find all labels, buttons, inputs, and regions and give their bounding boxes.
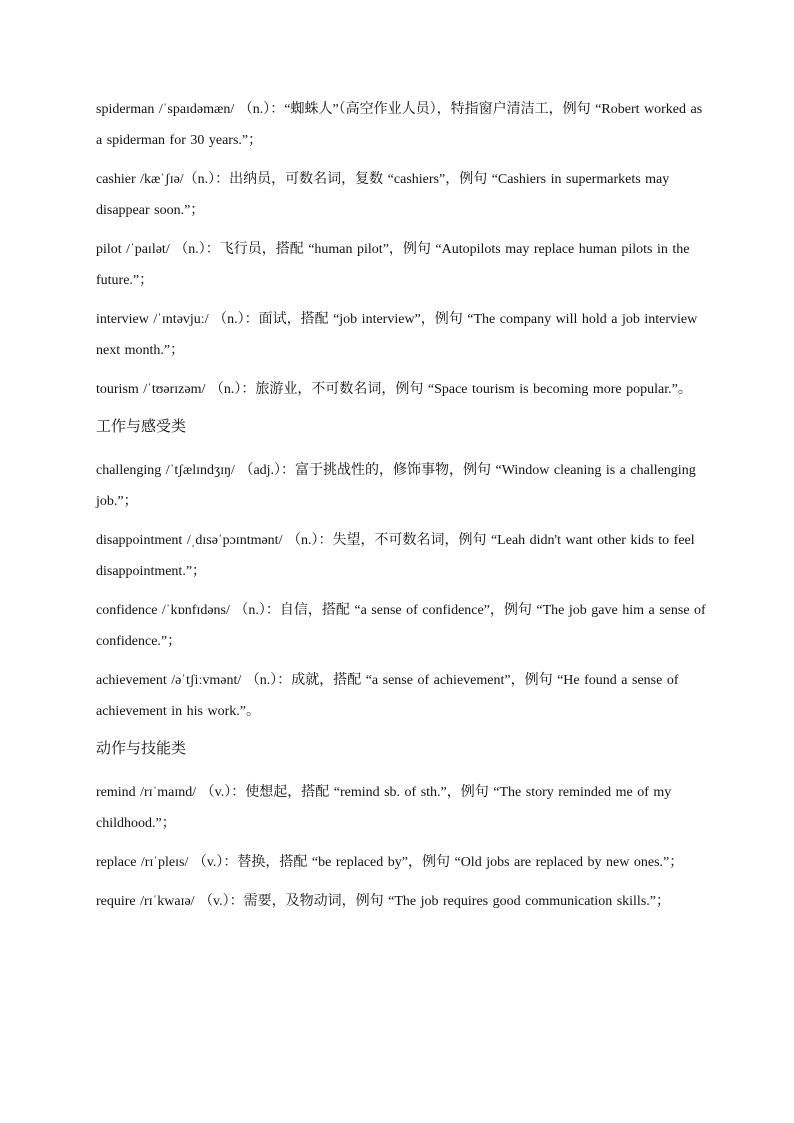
vocab-entry-disappointment: disappointment /ˌdɪsəˈpɔɪntmənt/ （n.）：失望，不可数名词，例句 “Leah didn't want other kids to feel disappointment.”；	[96, 533, 695, 579]
vocab-entry-pilot: pilot /ˈpaɪlət/ （n.）：飞行员，搭配 “human pilot”，例句 “Autopilots may replace human pilots in the future.”；	[96, 242, 690, 288]
vocab-entry-require: require /rɪˈkwaɪə/ （v.）：需要，及物动词，例句 “The job requires good communication skills.”；	[96, 894, 670, 909]
vocab-entry-challenging: challenging /ˈtʃælɪndʒɪŋ/ （adj.）：富于挑战性的，修饰事物，例句 “Window cleaning is a challenging job.”；	[96, 463, 696, 509]
vocab-entry-spiderman: spiderman /ˈspaɪdəmæn/ （n.）：“蜘蛛人”（高空作业人员），特指窗户清洁工，例句 “Robert worked as a spiderman for 30 years.”；	[96, 102, 703, 148]
section-heading-work-feelings: 工作与感受类	[96, 417, 187, 435]
section-heading-actions-skills: 动作与技能类	[96, 739, 187, 757]
vocab-entry-cashier: cashier /kæˈʃɪə/（n.）：出纳员，可数名词，复数 “cashiers”，例句 “Cashiers in supermarkets may disappear soon.”；	[96, 172, 670, 218]
document-page	[96, 94, 706, 925]
vocab-entry-achievement: achievement /əˈtʃiːvmənt/ （n.）：成就，搭配 “a sense of achievement”，例句 “He found a sense of achievement in his work.”。	[96, 673, 679, 719]
vocab-entry-replace: replace /rɪˈpleɪs/ （v.）：替换，搭配 “be replaced by”，例句 “Old jobs are replaced by new ones.”；	[96, 855, 684, 870]
vocab-entry-remind: remind /rɪˈmaɪnd/ （v.）：使想起，搭配 “remind sb. of sth.”，例句 “The story reminded me of my childhood.”；	[96, 785, 672, 831]
vocab-entry-tourism: tourism /ˈtʊərɪzəm/ （n.）：旅游业，不可数名词，例句 “Space tourism is becoming more popular.”。	[96, 382, 692, 397]
vocab-entry-confidence: confidence /ˈkɒnfɪdəns/ （n.）：自信，搭配 “a sense of confidence”，例句 “The job gave him a sense of confidence.”；	[96, 603, 706, 649]
vocab-entry-interview: interview /ˈɪntəvjuː/ （n.）：面试，搭配 “job interview”，例句 “The company will hold a job interview next month.”；	[96, 312, 698, 358]
